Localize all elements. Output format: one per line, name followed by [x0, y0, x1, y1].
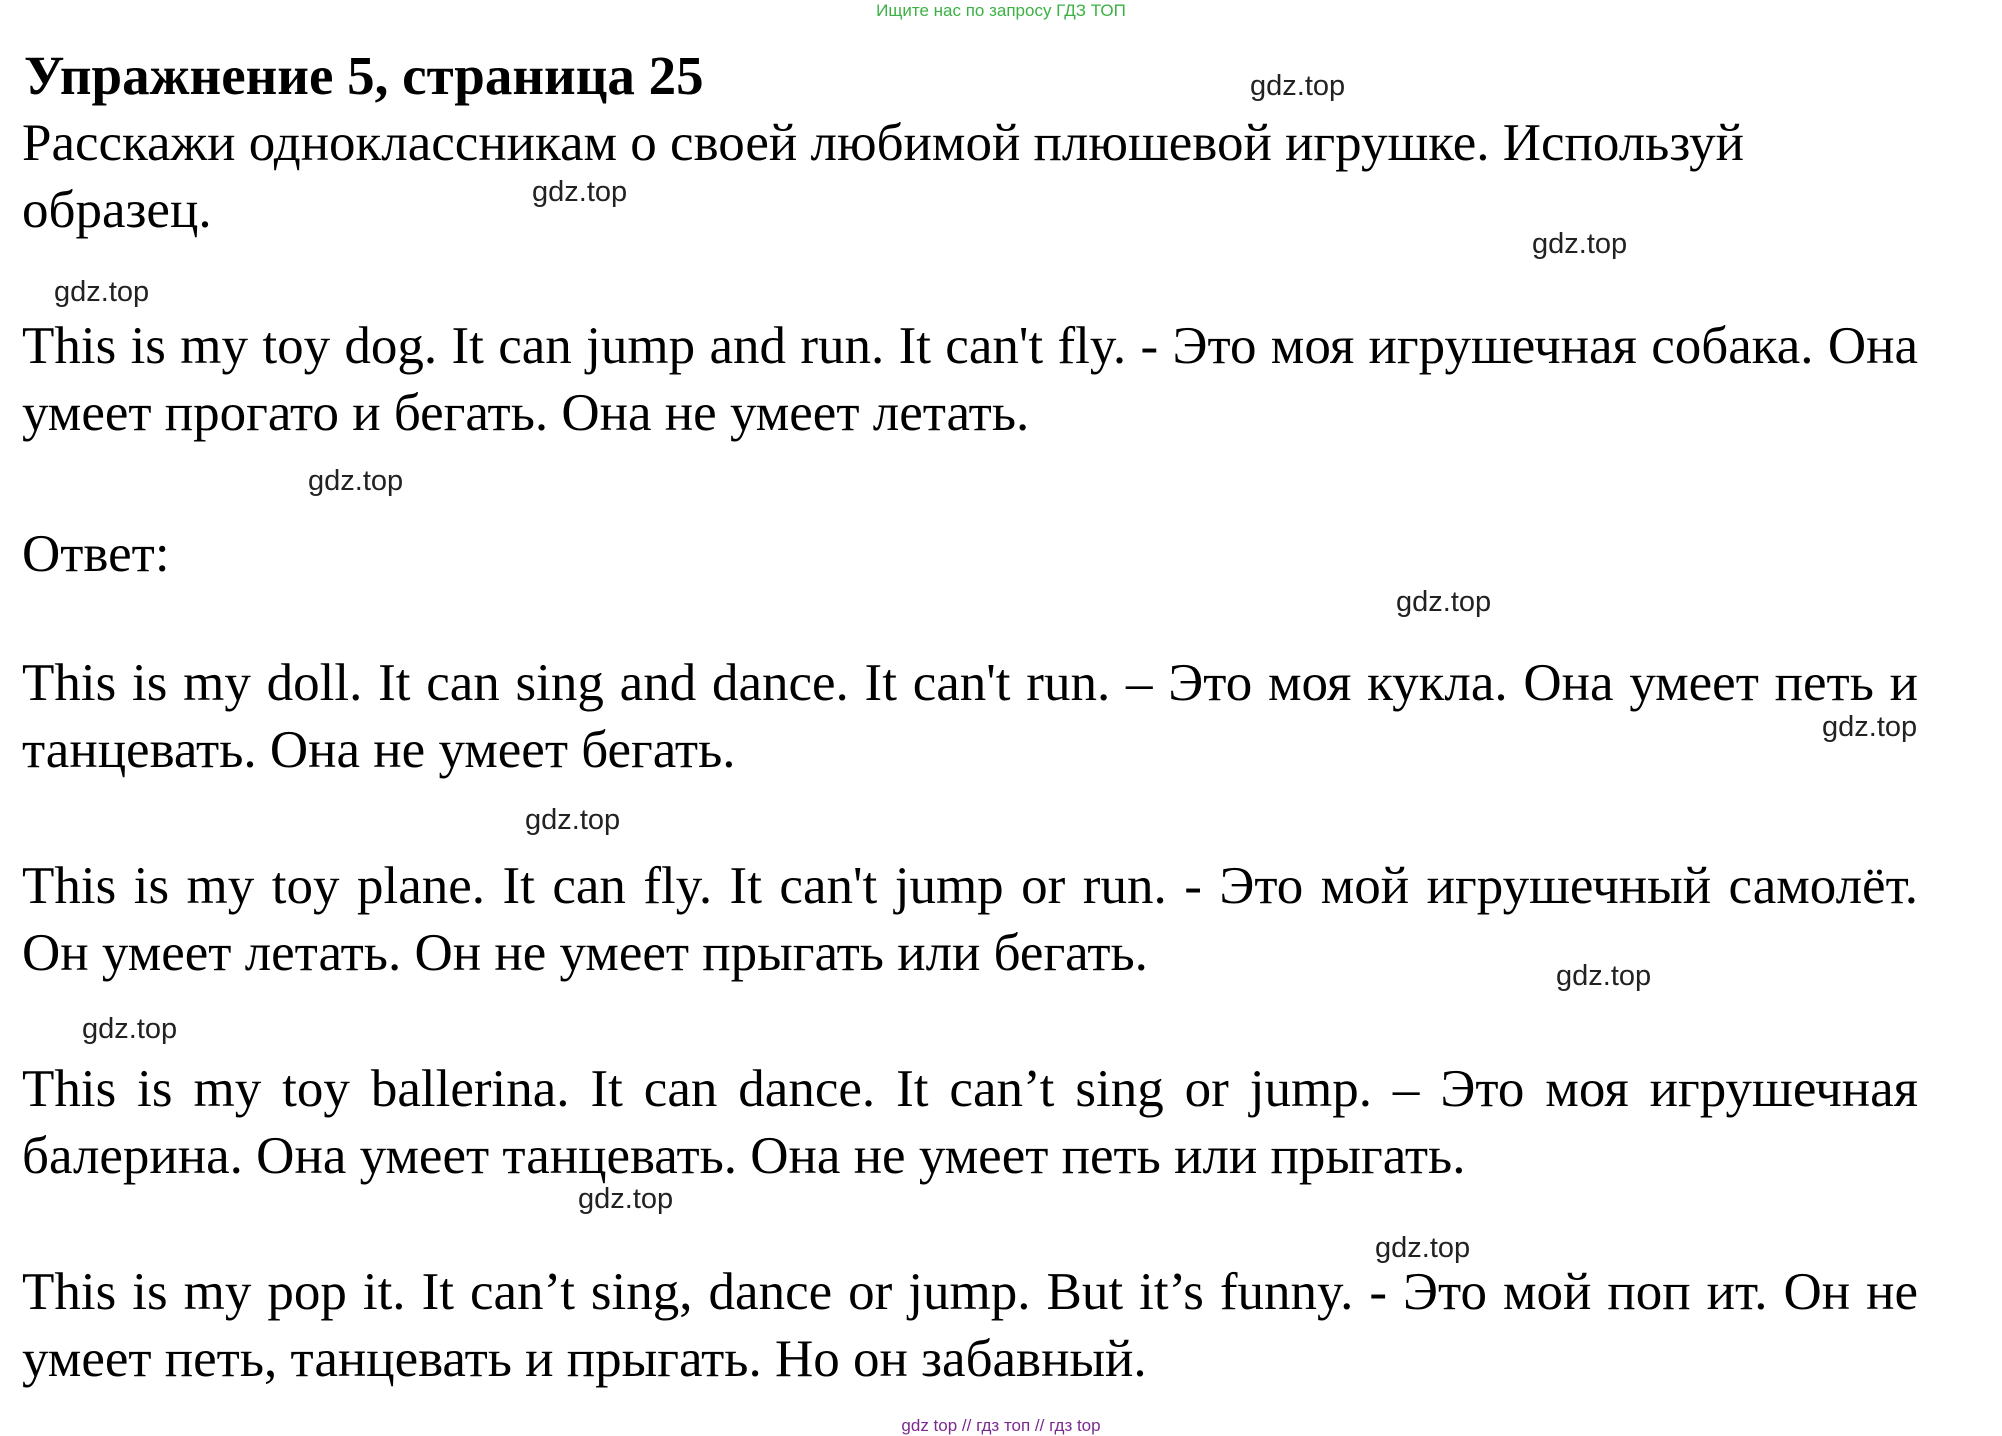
top-banner: Ищите нас по запросу ГДЗ ТОП — [876, 1, 1126, 20]
answer-item: This is my doll. It can sing and dance. It can't run. – Это моя кукла. Она умеет петь и танцевать. Она не умеет бегать. — [22, 654, 1918, 779]
exercise-heading: Упражнение 5, страница 25 — [24, 45, 704, 106]
footer-watermark: gdz top // гдз топ // гдз top — [901, 1416, 1101, 1435]
watermark: gdz.top — [578, 1183, 674, 1215]
watermark: gdz.top — [1532, 228, 1628, 260]
watermark: gdz.top — [1250, 70, 1346, 102]
answer-item: This is my pop it. It can’t sing, dance or jump. But it’s funny. - Это мой поп ит. Он не умеет петь, танцевать и прыгать. Но он забавный. — [22, 1263, 1918, 1388]
watermark: gdz.top — [1375, 1232, 1471, 1264]
answer-label: Ответ: — [22, 525, 170, 583]
watermark: gdz.top — [54, 276, 150, 308]
answer-item: This is my toy ballerina. It can dance. It can’t sing or jump. – Это моя игрушечная балерина. Она умеет танцевать. Она не умеет петь или прыгать. — [22, 1060, 1918, 1185]
watermark: gdz.top — [525, 804, 621, 836]
watermark: gdz.top — [82, 1013, 178, 1045]
watermark: gdz.top — [1556, 960, 1652, 992]
watermark: gdz.top — [308, 465, 404, 497]
watermark: gdz.top — [1822, 711, 1918, 743]
instruction-text: Расскажи одноклассникам о своей любимой плюшевой игрушке. Используй образец. — [22, 114, 1745, 239]
answer-item: This is my toy plane. It can fly. It can't jump or run. - Это мой игрушечный самолёт. Он умеет летать. Он не умеет прыгать или бегать. — [22, 857, 1918, 982]
watermark: gdz.top — [532, 176, 628, 208]
watermark: gdz.top — [1396, 586, 1492, 618]
example-text: This is my toy dog. It can jump and run. It can't fly. - Это моя игрушечная собака. Она умеет прогато и бегать. Она не умеет летать. — [22, 317, 1918, 442]
